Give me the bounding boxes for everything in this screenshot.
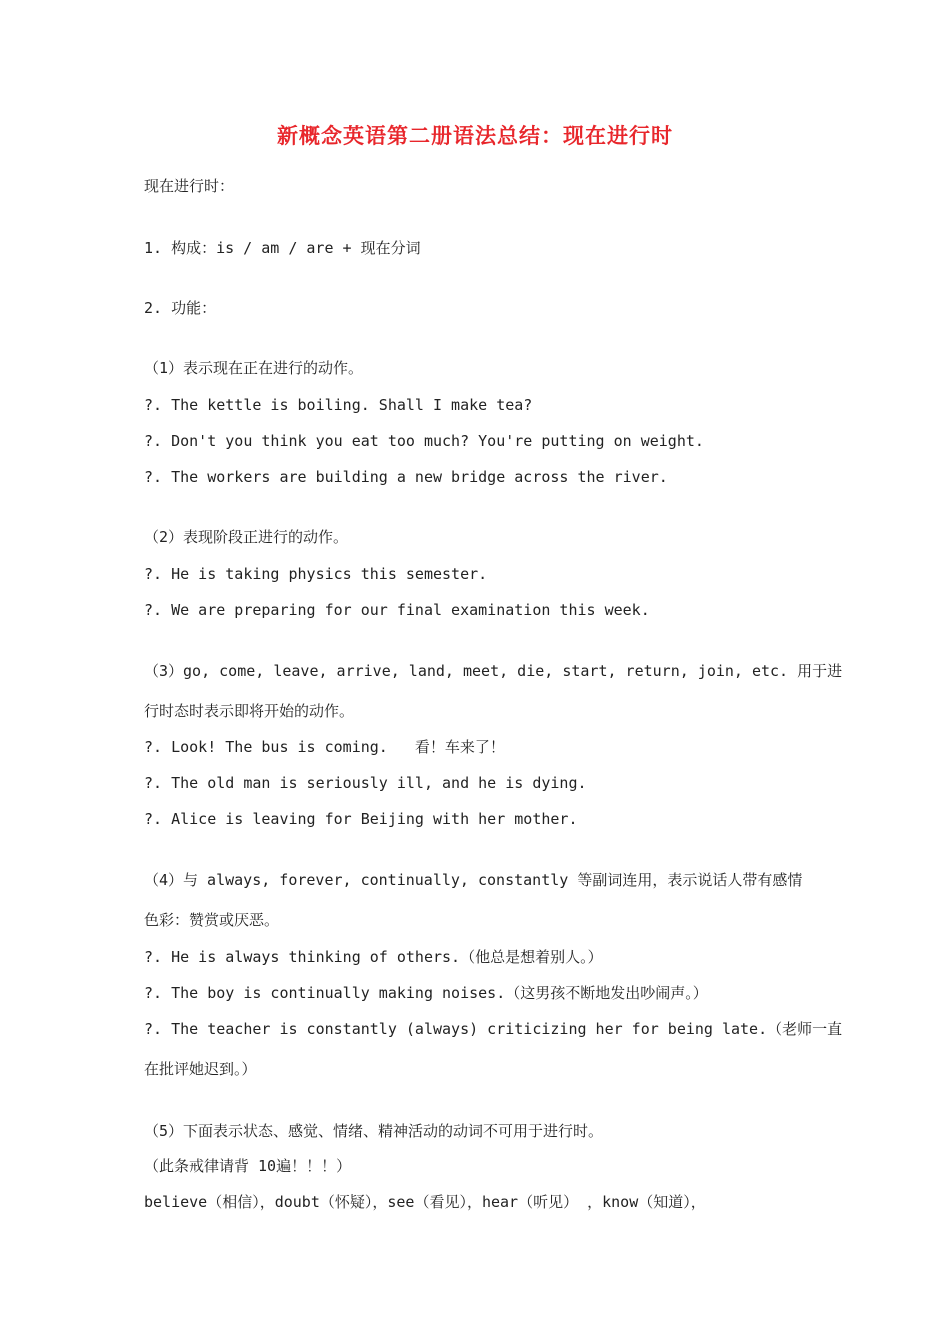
example-2-2: ?. We are preparing for our final examination this week. [144, 601, 650, 619]
example-3-1: ?. Look! The bus is coming. 看！车来了！ [144, 738, 505, 756]
example-2-1: ?. He is taking physics this semester. [144, 565, 488, 583]
example-4-2: ?. The boy is continually making noises.（这男孩不断地发出吵闹声。） [144, 984, 708, 1002]
structure-line: 1. 构成：is / am / are + 现在分词 [144, 239, 421, 257]
rule-2: （2）表现阶段正进行的动作。 [144, 528, 349, 546]
example-4-1: ?. He is always thinking of others.（他总是想着别人。） [144, 948, 603, 966]
example-4-3-continued: 在批评她迟到。） [144, 1060, 257, 1078]
stative-verbs-list: believe（相信），doubt（怀疑），see（看见），hear（听见） ，know（知道）， [144, 1193, 706, 1211]
rule-3-line-1: （3）go, come, leave, arrive, land, meet, die, start, return, join, etc. 用于进 [144, 662, 843, 680]
rule-5: （5）下面表示状态、感觉、情绪、精神活动的动词不可用于进行时。 [144, 1122, 604, 1140]
heading: 现在进行时： [144, 177, 235, 195]
rule-5-note: （此条戒律请背 10遍！！！） [144, 1157, 352, 1175]
function-label: 2. 功能： [144, 299, 217, 317]
rule-4-line-2: 色彩：赞赏或厌恶。 [144, 911, 280, 929]
page-title: 新概念英语第二册语法总结：现在进行时 [277, 123, 673, 148]
example-1-3: ?. The workers are building a new bridge across the river. [144, 468, 668, 486]
example-1-1: ?. The kettle is boiling. Shall I make tea? [144, 396, 533, 414]
rule-4-line-1: （4）与 always, forever, continually, constantly 等副词连用，表示说话人带有感情 [144, 871, 803, 889]
example-3-3: ?. Alice is leaving for Beijing with her mother. [144, 810, 578, 828]
rule-3-line-2: 行时态时表示即将开始的动作。 [144, 702, 355, 720]
example-3-2: ?. The old man is seriously ill, and he is dying. [144, 774, 587, 792]
rule-1: （1）表示现在正在进行的动作。 [144, 359, 364, 377]
example-4-3: ?. The teacher is constantly (always) criticizing her for being late.（老师一直 [144, 1020, 843, 1038]
example-1-2: ?. Don't you think you eat too much? You're putting on weight. [144, 432, 704, 450]
